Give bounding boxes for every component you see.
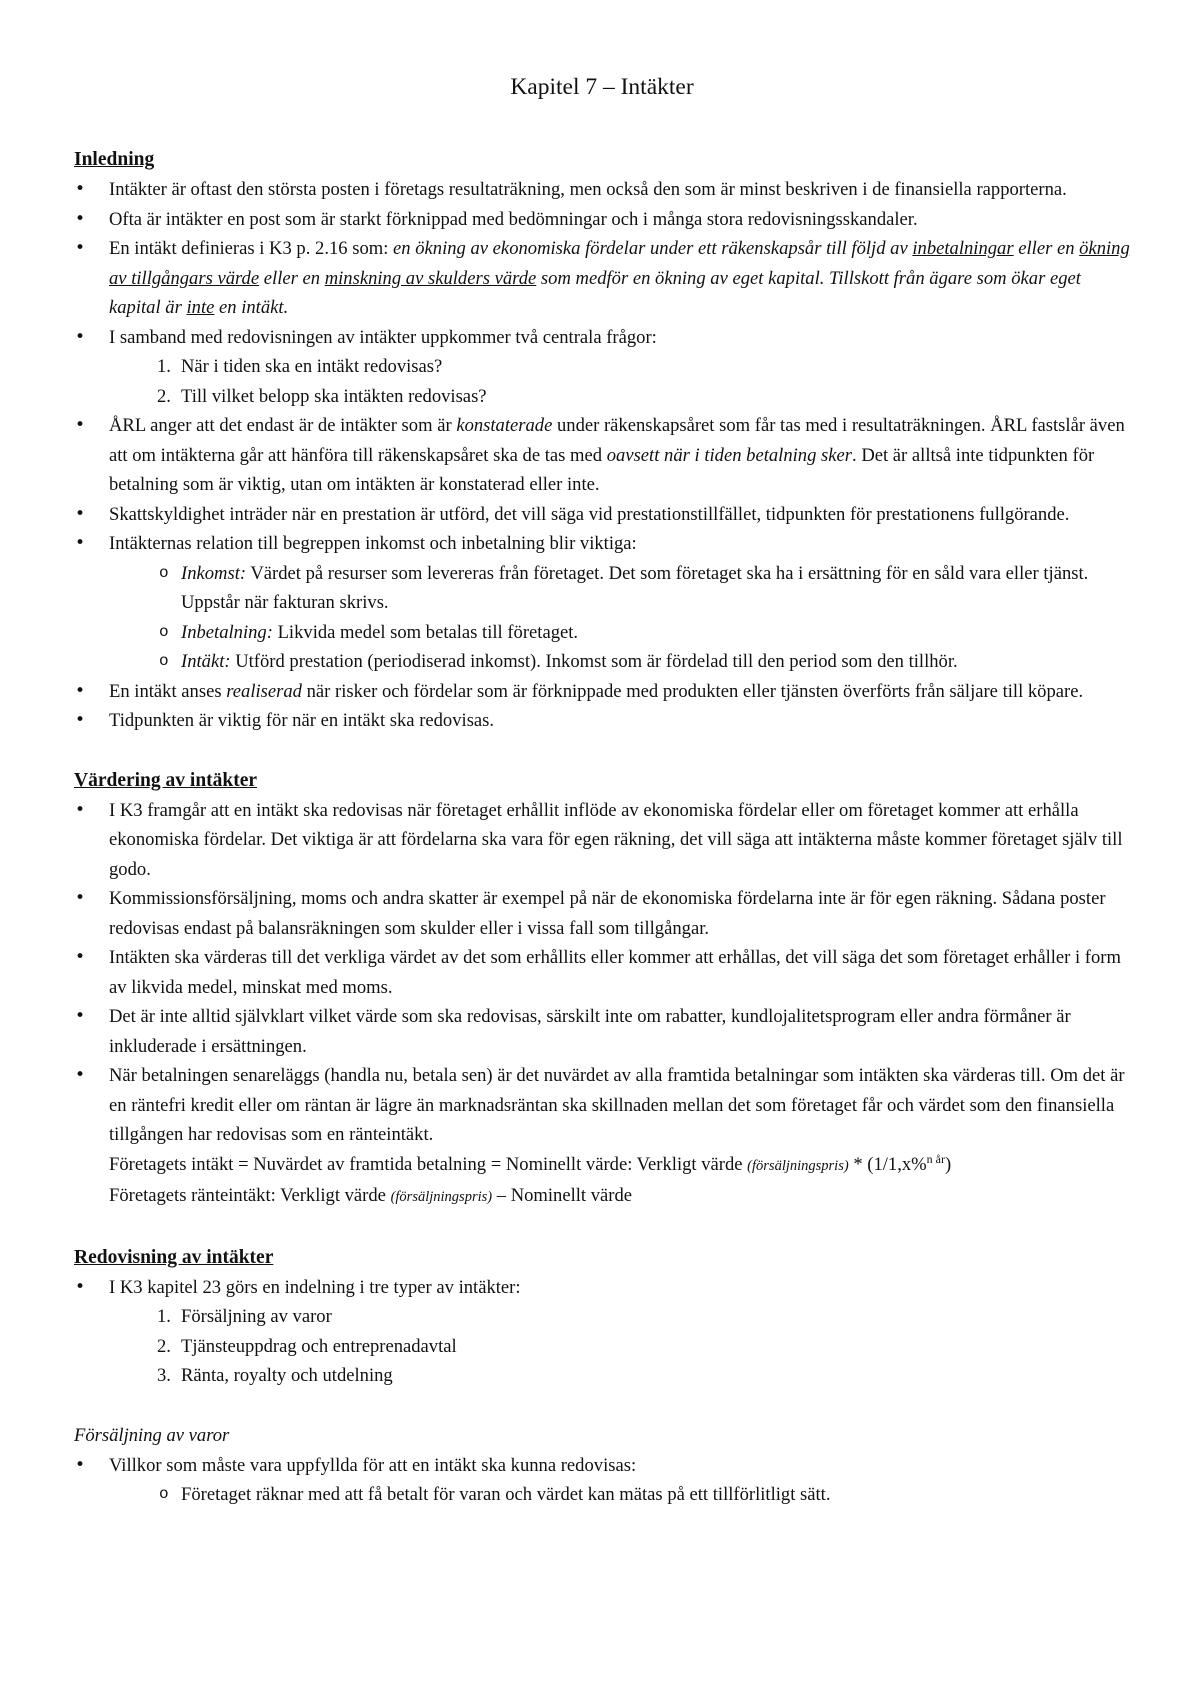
text-span: en intäkt. <box>214 297 289 318</box>
list-item: • Skattskyldighet inträder när en prestation är utförd, det vill säga vid prestationstillfället, tidpunkten för prestationens fullgörande. <box>74 500 1130 530</box>
text-span: Utförd prestation (periodiserad inkomst). Inkomst som är fördelad till den period som den tillhör. <box>230 651 958 672</box>
text-span: eller en <box>259 267 325 289</box>
small-italic-note: (försäljningspris) <box>390 1189 493 1205</box>
small-italic-note: (försäljningspris) <box>747 1157 849 1174</box>
formula-intakt <box>109 1150 1130 1182</box>
list-item <box>74 411 1130 500</box>
text-span: I samband med redovisningen av intäkter uppkommer två centrala frågor: <box>109 326 657 348</box>
list-item <box>74 1451 1130 1510</box>
text-span: en ökning av ekonomiska fördelar under ett räkenskapsår till följd av <box>393 238 913 259</box>
sub-bullet-list <box>109 1480 1130 1510</box>
section-heading-inledning: Inledning <box>74 149 155 170</box>
underlined-term: inbetalningar <box>912 238 1014 259</box>
text-span: När betalningen senareläggs (handla nu, betala sen) är det nuvärdet av alla framtida betalningar som intäkten ska värderas till. Om det är en räntefri kredit eller om räntan är lägre än marknadsräntan ska skillnaden mellan det som företaget får och värdet som den finansiella tillgången har redovisas som en ränteintäkt. <box>109 1065 1125 1145</box>
text-span: Värdet på resurser som levereras från företaget. Det som företaget ska ha i ersättning för en såld vara eller tjänst. Uppstår när fakturan skrivs. <box>181 562 1089 613</box>
text-span: Likvida medel som betalas till företaget. <box>272 621 579 643</box>
list-item: • I K3 framgår att en intäkt ska redovisas när företaget erhållit inflöde av ekonomiska fördelar eller om företaget kommer att erhålla ekonomiska fördelar. Det viktiga är att fördelarna ska vara för egen räkning, det vill säga att intäkterna måste kommer företaget själv till godo. <box>74 796 1130 885</box>
text-span: Intäkternas relation till begreppen inkomst och inbetalning blir viktiga: <box>109 533 637 554</box>
text-span: . Det är alltså inte tidpunkten för betalning som är viktig, utan om intäkten är konstaterad eller inte. <box>109 444 1095 495</box>
page-title: Kapitel 7 – Intäkter <box>510 74 694 100</box>
bullet-list-vardering <box>74 796 1130 1213</box>
list-item <box>74 1061 1130 1213</box>
superscript: n år <box>926 1151 945 1166</box>
numbered-item: 2. Tjänsteuppdrag och entreprenadavtal <box>143 1332 1130 1362</box>
section-heading-vardering: Värdering av intäkter <box>74 769 258 791</box>
list-item: • Intäkten ska värderas till det verkliga värdet av det som erhållits eller kommer att erhållas, det vill säga det som företaget erhåller i form av likvida medel, minskat med moms. <box>74 943 1130 1002</box>
underlined-term: minskning av skulders värde <box>324 267 537 289</box>
subheading-forsaljning: Försäljning av varor <box>74 1424 230 1446</box>
italic-term: Inbetalning: <box>181 621 273 643</box>
italic-term: realiserad <box>226 680 302 702</box>
text-span: – Nominellt värde <box>492 1185 633 1206</box>
list-item: • Det är inte alltid självklart vilket värde som ska redovisas, särskilt inte om rabatter, kundlojalitetsprogram eller andra förmåner är inkluderade i ersättningen. <box>74 1002 1130 1061</box>
numbered-list <box>109 1302 1130 1391</box>
numbered-item: 3. Ränta, royalty och utdelning <box>143 1361 1130 1391</box>
italic-term: oavsett när i tiden betalning sker <box>606 444 853 466</box>
text-span: Företagets intäkt = Nuvärdet av framtida betalning = Nominellt värde: Verkligt värde <box>109 1153 748 1175</box>
text-span: som medför en ökning av eget kapital. Tillskott från ägare som ökar eget kapital är <box>109 267 1081 318</box>
text-span: I K3 kapitel 23 görs en indelning i tre typer av intäkter: <box>109 1276 521 1298</box>
sub-list-item: o Företaget räknar med att få betalt för varan och värdet kan mätas på ett tillförlitligt sätt. <box>147 1480 1130 1510</box>
numbered-item: 1. Försäljning av varor <box>143 1302 1130 1332</box>
italic-term: Intäkt: <box>181 651 231 672</box>
text-span: under räkenskapsåret som får tas med i resultaträkningen. ÅRL fastslår även att om intäkterna går att hänföra till räkenskapsåret ska de tas med <box>109 415 1125 466</box>
text-span: En intäkt definieras i K3 p. 2.16 som: <box>109 238 394 259</box>
underlined-term: ökning av tillgångars värde <box>109 238 1130 289</box>
list-item <box>74 677 1130 707</box>
bullet-list-forsaljning <box>74 1451 1130 1510</box>
sub-bullet-list <box>109 559 1130 677</box>
text-span: Företagets ränteintäkt: Verkligt värde <box>109 1185 391 1206</box>
list-item <box>74 529 1130 677</box>
sub-list-item <box>147 559 1130 618</box>
bullet-list-inledning <box>74 175 1130 736</box>
list-item: • Kommissionsförsäljning, moms och andra skatter är exempel på när de ekonomiska fördelarna inte är för egen räkning. Sådana poster redovisas endast på balansräkningen som skulder eller i vissa fall som tillgångar. <box>74 884 1130 943</box>
numbered-item: 2. Till vilket belopp ska intäkten redovisas? <box>143 382 1130 412</box>
list-item <box>74 1273 1130 1391</box>
list-item: • Ofta är intäkter en post som är starkt förknippad med bedömningar och i många stora redovisningsskandaler. <box>74 205 1130 235</box>
sub-list-item <box>147 618 1130 648</box>
italic-term: Inkomst: <box>181 562 247 584</box>
text-span: eller en <box>1013 238 1080 259</box>
text-span: ÅRL anger att det endast är de intäkter som är <box>109 415 457 436</box>
text-span: Villkor som måste vara uppfyllda för att en intäkt ska kunna redovisas: <box>109 1454 637 1476</box>
list-item: • Intäkter är oftast den största posten i företags resultaträkning, men också den som är minst beskriven i de finansiella rapporterna. <box>74 175 1130 205</box>
list-item <box>74 234 1130 323</box>
text-span: när risker och fördelar som är förknippade med produkten eller tjänsten överförts från säljare till köpare. <box>301 680 1084 702</box>
bullet-list-redovisning <box>74 1273 1130 1391</box>
formula-ranteintakt <box>109 1181 1130 1213</box>
text-span: * (1/1,x% <box>848 1153 927 1175</box>
numbered-list <box>109 352 1130 411</box>
underlined-term: inte <box>186 297 215 318</box>
section-heading-redovisning: Redovisning av intäkter <box>74 1246 274 1268</box>
sub-list-item <box>147 647 1130 677</box>
text-span: ) <box>945 1153 952 1175</box>
numbered-item: 1. När i tiden ska en intäkt redovisas? <box>143 352 1130 382</box>
text-span: En intäkt anses <box>109 680 227 702</box>
list-item: • Tidpunkten är viktig för när en intäkt ska redovisas. <box>74 706 1130 736</box>
list-item <box>74 323 1130 412</box>
italic-term: konstaterade <box>456 415 553 436</box>
